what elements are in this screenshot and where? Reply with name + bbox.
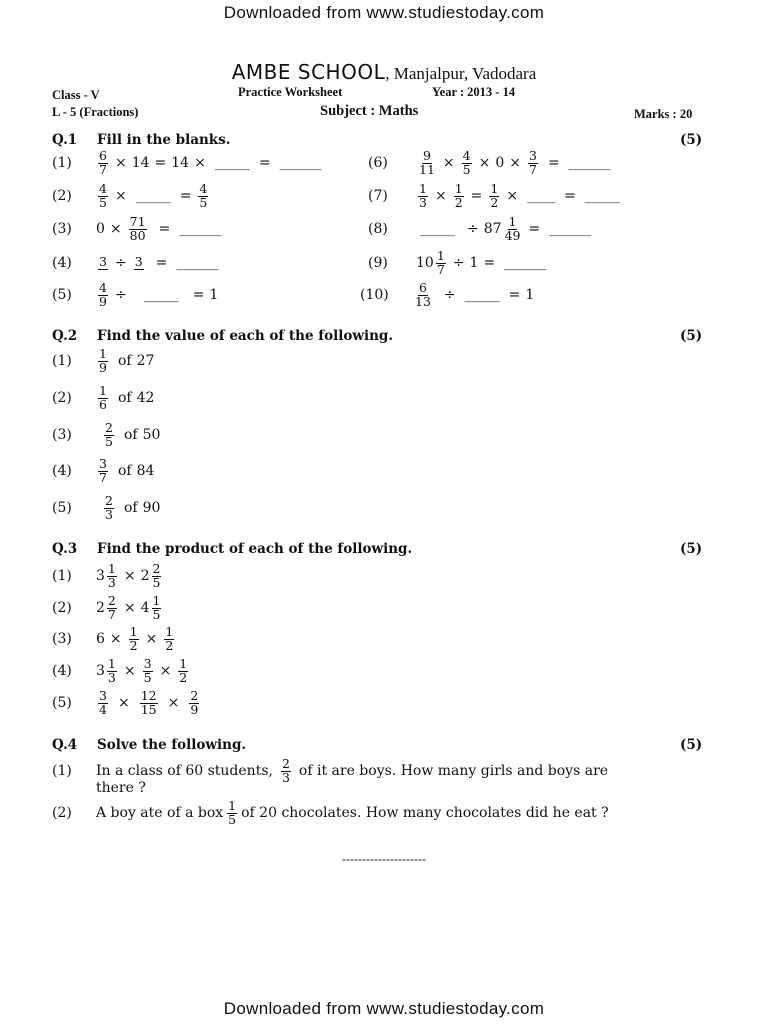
q2-title: Find the value of each of the following. [97,328,394,344]
blank[interactable]: ______ [176,255,219,271]
q1-item-8: (8) _____ ÷ 87 $\frac{1}{49}$ = ______ [368,214,592,243]
q3-number: Q.3 [52,541,78,557]
q1-number: Q.1 [52,132,78,148]
class-label: Class - V [52,88,100,102]
blank[interactable]: ______ [549,221,592,237]
blank[interactable]: _____ [143,287,179,303]
blank[interactable]: _____ [584,188,620,204]
blank[interactable]: _____ [214,155,250,171]
q2-item-1: (1) $\frac{1}{9}$ of 27 [52,346,155,375]
q2-marks: (5) [680,328,703,344]
q3-item-3: (3) 6 × $\frac{1}{2}$ × $\frac{1}{2}$ [52,624,174,653]
q1-title: Fill in the blanks. [97,132,231,148]
q4-number: Q.4 [52,737,78,753]
blank[interactable]: ______ [568,155,611,171]
q1-item-7: (7) $\frac{1}{3}$ × $\frac{1}{2}$ = $\frac{1}{2}$ × ____ = _____ [368,181,620,210]
q2-number: Q.2 [52,328,78,344]
q3-item-5: (5) $\frac{3}{4}$ × $\frac{12}{15}$ × $\frac{2}{9}$ [52,688,199,717]
blank[interactable]: ______ [504,255,547,271]
blank[interactable]: ______ [279,155,322,171]
worksheet-label: Practice Worksheet [238,85,343,99]
q1-item-2: (2) $\frac{4}{5}$ × _____ = $\frac{4}{5}$ [52,181,208,210]
subject-label: Subject : Maths [320,103,419,119]
q1-item-5: (5) $\frac{4}{9}$ ÷ _____ = 1 [52,280,219,309]
school-name: AMBE SCHOOL [231,60,386,84]
school-place: , Manjalpur, Vadodara [385,64,537,83]
blank[interactable]: _____ [420,221,455,237]
blank[interactable]: _____ [464,287,500,303]
year-label: Year : 2013 - 14 [432,85,516,99]
q2-item-3: (3) $\frac{2}{5}$ of 50 [52,420,161,449]
q3-marks: (5) [680,541,703,557]
q3-title: Find the product of each of the following. [97,541,413,557]
q3-item-2: (2) 2 $\frac{2}{7}$ × 4 $\frac{1}{5}$ [52,593,161,622]
q3-item-4: (4) 3 $\frac{1}{3}$ × $\frac{3}{5}$ × $\frac{1}{2}$ [52,656,188,685]
q4-marks: (5) [680,737,703,753]
school-heading [0,60,768,84]
q2-item-5: (5) $\frac{2}{3}$ of 90 [52,493,161,522]
q1-item-10: (10) $\frac{6}{13}$ ÷ _____ = 1 [360,280,535,309]
download-note-bottom: Downloaded from www.studiestoday.com [223,999,545,1018]
q1-item-3: (3) 0 × $\frac{71}{80}$ = ______ [52,214,222,243]
blank[interactable]: _____ [135,188,171,204]
q4-item-2: (2) A boy ate of a box $\frac{1}{5}$ of 20 chocolates. How many chocolates did he eat ? [52,798,609,827]
q2-item-4: (4) $\frac{3}{7}$ of 84 [52,456,155,485]
lesson-label: L - 5 (Fractions) [52,105,139,119]
q1-marks: (5) [680,132,703,148]
q2-item-2: (2) $\frac{1}{6}$ of 42 [52,383,155,412]
q4-item-1-line2: there ? [96,780,146,796]
q4-title: Solve the following. [97,737,247,753]
marks-label: Marks : 20 [634,107,693,121]
q3-item-1: (1) 3 $\frac{1}{3}$ × 2 $\frac{2}{5}$ [52,561,161,590]
q1-item-4: (4) 3 ÷ 3 = ______ [52,254,219,271]
q1-item-6: (6) $\frac{9}{11}$ × $\frac{4}{5}$ × 0 × $\frac{3}{7}$ = ______ [368,148,611,177]
download-note-top: Downloaded from www.studiestoday.com [223,3,545,22]
end-rule: --------------------- [342,852,426,866]
blank[interactable]: ______ [179,221,222,237]
q1-item-9: (9) 10 $\frac{1}{7}$ ÷ 1 = ______ [368,248,547,277]
q4-item-1-line1: (1) In a class of 60 students, $\frac{2}{3}$ of it are boys. How many girls and boys are [52,756,609,785]
blank[interactable]: ____ [527,188,556,204]
q1-item-1: (1) $\frac{6}{7}$ × 14 = 14 × _____ = ______ [52,148,322,177]
